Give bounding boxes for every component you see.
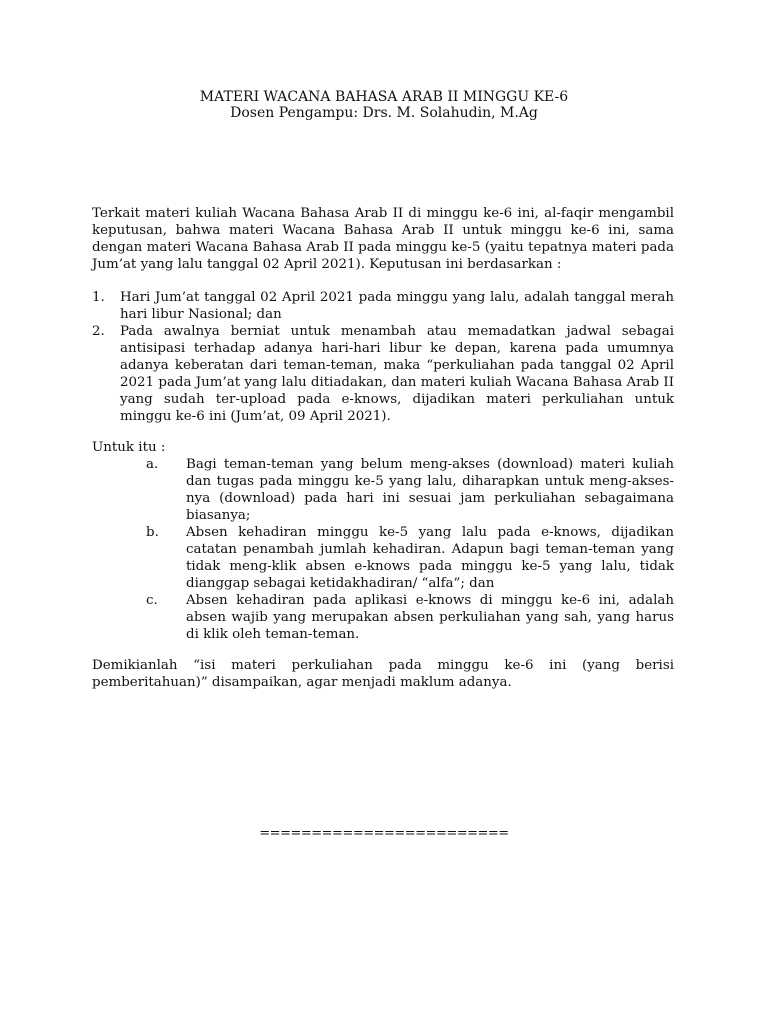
list-text: Hari Jum’at tanggal 02 April 2021 pada minggu yang lalu, adalah tanggal merah hari libur Nasional; dan (120, 290, 674, 322)
document-title: MATERI WACANA BAHASA ARAB II MINGGU KE-6 (199, 89, 569, 105)
list-letter: c. (146, 593, 158, 608)
intro-paragraph: Terkait materi kuliah Wacana Bahasa Arab II di minggu ke-6 ini, al-faqir mengambil keputusan, bahwa materi Wacana Bahasa Arab II untuk minggu ke-6 ini, sama dengan materi Wacana Bahasa Arab II pada minggu ke-5 (yaitu tepatnya materi pada Jum’at yang lalu tanggal 02 April 2021). Keputusan ini berdasarkan : (92, 206, 674, 272)
list-text: Absen kehadiran pada aplikasi e-knows di minggu ke-6 ini, adalah absen wajib yang merupakan absen perkuliahan yang sah, yang harus di klik oleh teman-teman. (186, 593, 674, 642)
divider-line: ======================== (259, 826, 509, 841)
list-text: Bagi teman-teman yang belum meng-akses (download) materi kuliah dan tugas pada minggu ke-5 yang lalu, diharapkan untuk meng-akses-nya (download) pada hari ini sesuai jam perkuliahan sebagaimana biasanya; (186, 457, 674, 523)
closing-paragraph: Demikianlah “isi materi perkuliahan pada minggu ke-6 ini (yang berisi pemberitahuan)” disampaikan, agar menjadi maklum adanya. (92, 658, 674, 690)
list-item (146, 456, 674, 524)
document-subtitle: Dosen Pengampu: Drs. M. Solahudin, M.Ag (230, 105, 538, 121)
reasons-list (92, 289, 674, 425)
list-letter: a. (146, 457, 159, 472)
list-item (92, 289, 674, 323)
instructions-list (146, 456, 674, 643)
list-number: 2. (92, 324, 105, 339)
list-letter: b. (146, 525, 159, 540)
list-text: Absen kehadiran minggu ke-5 yang lalu pada e-knows, dijadikan catatan penambah jumlah kehadiran. Adapun bagi teman-teman yang tidak meng-klik absen e-knows pada minggu ke-5 yang lalu, tidak dianggap sebagai ketidakhadiran/ “alfa”; dan (186, 525, 674, 591)
list-text: Pada awalnya berniat untuk menambah atau memadatkan jadwal sebagai antisipasi terhadap adanya hari-hari libur ke depan, karena pada umumnya adanya keberatan dari teman-teman, maka “perkuliahan pada tanggal 02 April 2021 pada Jum’at yang lalu ditiadakan, dan materi kuliah Wacana Bahasa Arab II yang sudah ter-upload pada e-knows, dijadikan materi perkuliahan untuk minggu ke-6 ini (Jum’at, 09 April 2021). (120, 324, 674, 424)
list-item (92, 323, 674, 425)
list-item (146, 524, 674, 592)
list-item (146, 592, 674, 643)
untuk-label: Untuk itu : (92, 440, 166, 455)
list-number: 1. (92, 290, 105, 305)
